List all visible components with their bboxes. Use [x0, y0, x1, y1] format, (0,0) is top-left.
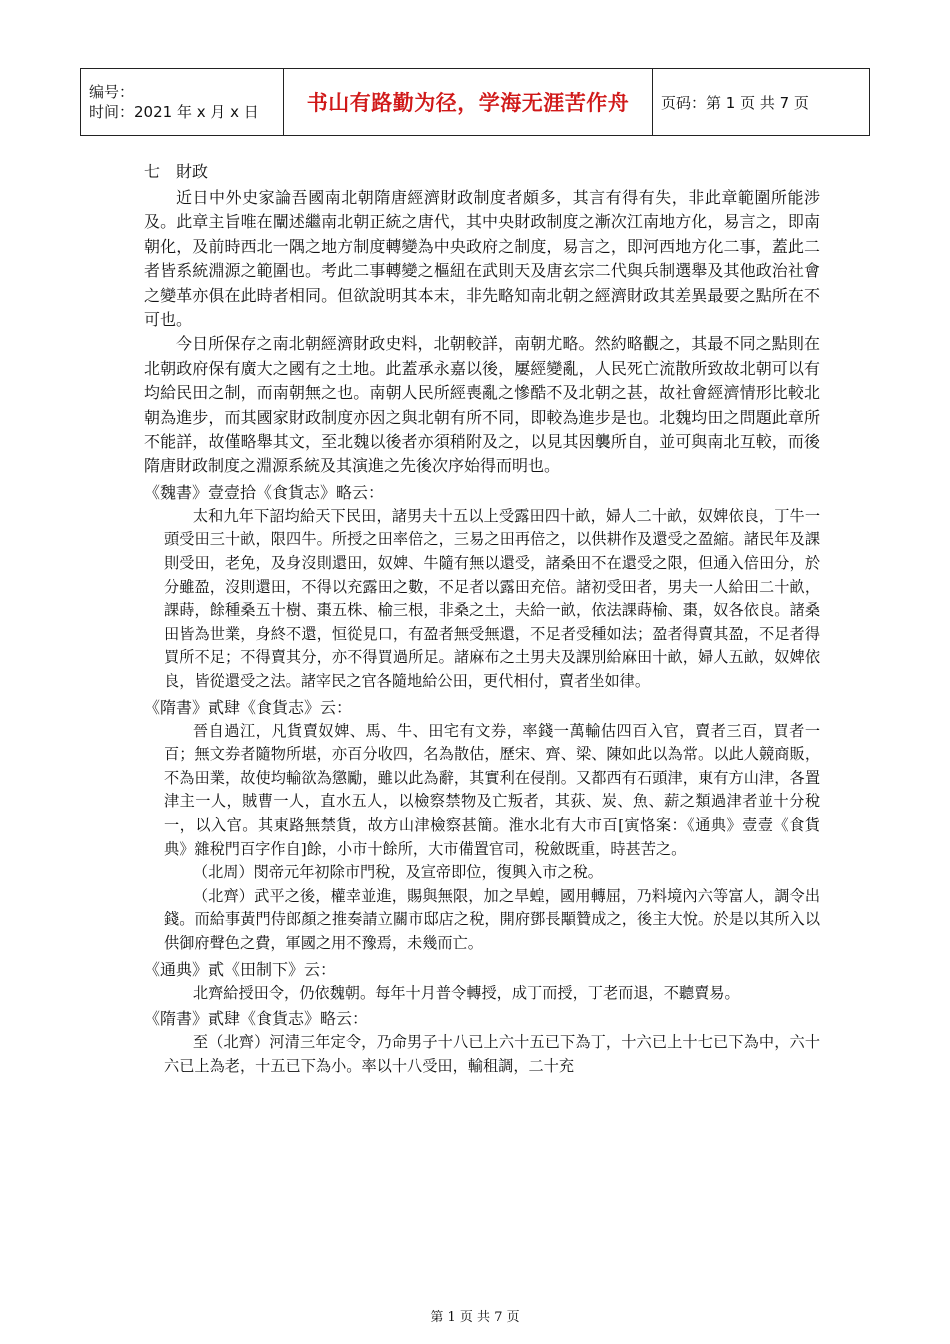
- page-footer: 第 1 页 共 7 页: [430, 1310, 520, 1325]
- source-citation-3: 《通典》貳《田制下》云：: [144, 959, 337, 979]
- quote-block-4: （北齊）武平之後，權幸並進，賜與無限，加之旱蝗，國用轉屈，乃料境內六等富人，調令出錢。而給事黃門侍郎顏之推奏請立關市邸店之稅，開府鄧長顒贊成之，後主大悅。於是以其所入以供御府聲色之費，軍國之用不豫焉，未幾而亡。: [164, 886, 820, 952]
- paragraph-1: 近日中外史家論吾國南北朝隋唐經濟財政制度者頗多，其言有得有失，非此章範圍所能涉及。此章主旨唯在闡述繼南北朝正統之唐代，其中央財政制度之漸次江南地方化，易言之，即南朝化，及前時西北一隅之地方制度轉變為中央政府之制度，易言之，即河西地方化二事，蓋此二者皆系統淵源之範圍也。考此二事轉變之樞紐在武則天及唐玄宗二代與兵制選舉及其他政治社會之變革亦俱在此時者相同。但欲說明其本末，非先略知南北朝之經濟財政其差異最要之點所在不可也。: [144, 188, 820, 330]
- serial-number-label: 编号：: [89, 83, 135, 101]
- motto-text: 书山有路勤为径，学海无涯苦作舟: [306, 91, 630, 115]
- quote-block-6: 至（北齊）河清三年定令，乃命男子十八已上六十五已下為丁，十六已上十七已下為中，六十六已上為老，十五已下為小。率以十八受田，輸租調，二十充: [164, 1033, 820, 1075]
- section-title: 七 財政: [144, 162, 209, 181]
- page-info: 页码：第 1 页 共 7 页: [661, 93, 809, 112]
- quote-block-5: 北齊給授田令，仍依魏朝。每年十月普令轉授，成丁而授，丁老而退，不聽賣易。: [192, 983, 740, 1002]
- header-page-cell: [653, 69, 870, 136]
- header-meta-cell: [81, 69, 284, 136]
- paragraph-2: 今日所保存之南北朝經濟財政史料，北朝較詳，南朝尤略。然約略觀之，其最不同之點則在北朝政府保有廣大之國有之土地。此蓋承永嘉以後，屢經變亂，人民死亡流散所致故北朝可以有均給民田之制，而南朝無之也。南朝人民所經喪亂之慘酷不及北朝之甚，故社會經濟情形比較北朝為進步，而其國家財政制度亦因之與北朝有所不同，即較為進步是也。北魏均田之問題此章所不能詳，故僅略舉其文，至北魏以後者亦須稍附及之，以見其因襲所自，並可與南北互較，而後隋唐財政制度之淵源系統及其演進之先後次序始得而明也。: [144, 334, 820, 476]
- quote-block-2: 晉自過江，凡貨賣奴婢、馬、牛、田宅有文券，率錢一萬輸估四百入官，賣者三百，買者一百；無文券者隨物所堪，亦百分收四，名為散估，歷宋、齊、梁、陳如此以為常。以此人競商販，不為田業，故使均輸欲為懲勵，雖以此為辭，其實利在侵削。又都西有石頭津，東有方山津，各置津主一人，賊曹一人，直水五人，以檢察禁物及亡叛者，其荻、炭、魚、薪之類過津者並十分稅一，以入官。其東路無禁貨，故方山津檢察甚簡。淮水北有大市百[寅恪案：《通典》壹壹《食貨典》雜稅門百字作自]餘，小市十餘所，大市備置官司，稅斂既重，時甚苦之。: [164, 721, 820, 858]
- quote-block-3: （北周）閔帝元年初除市門稅，及宣帝即位，復興入市之稅。: [192, 863, 603, 882]
- header-motto-cell: [284, 69, 653, 136]
- source-citation-1: 《魏書》壹壹拾《食貨志》略云：: [144, 482, 385, 502]
- date-label: 时间：2021 年 x 月 x 日: [89, 103, 259, 121]
- source-citation-4: 《隋書》貳肆《食貨志》略云：: [144, 1009, 369, 1029]
- document-header: [80, 68, 870, 136]
- quote-block-1: 太和九年下詔均給天下民田，諸男夫十五以上受露田四十畝，婦人二十畝，奴婢依良，丁牛一頭受田三十畝，限四牛。所授之田率倍之，三易之田再倍之，以供耕作及還受之盈縮。諸民年及課則受田，老免，及身沒則還田，奴婢、牛隨有無以還受，諸桑田不在還受之限，但通入倍田分，於分雖盈，沒則還田，不得以充露田之數，不足者以露田充倍。諸初受田者，男夫一人給田二十畝，課蒔，餘種桑五十樹、棗五株、榆三根，非桑之土，夫給一畝，依法課蒔榆、棗，奴各依良。諸桑田皆為世業，身終不還，恒從見口，有盈者無受無還，不足者受種如法；盈者得賣其盈，不足者得買所不足；不得賣其分，亦不得買過所足。諸麻布之土男夫及課別給麻田十畝，婦人五畝，奴婢依良，皆從還受之法。諸宰民之官各隨地給公田，更代相付，賣者坐如律。: [164, 506, 820, 691]
- document-body: [144, 160, 820, 1078]
- source-citation-2: 《隋書》貳肆《食貨志》云：: [144, 697, 353, 717]
